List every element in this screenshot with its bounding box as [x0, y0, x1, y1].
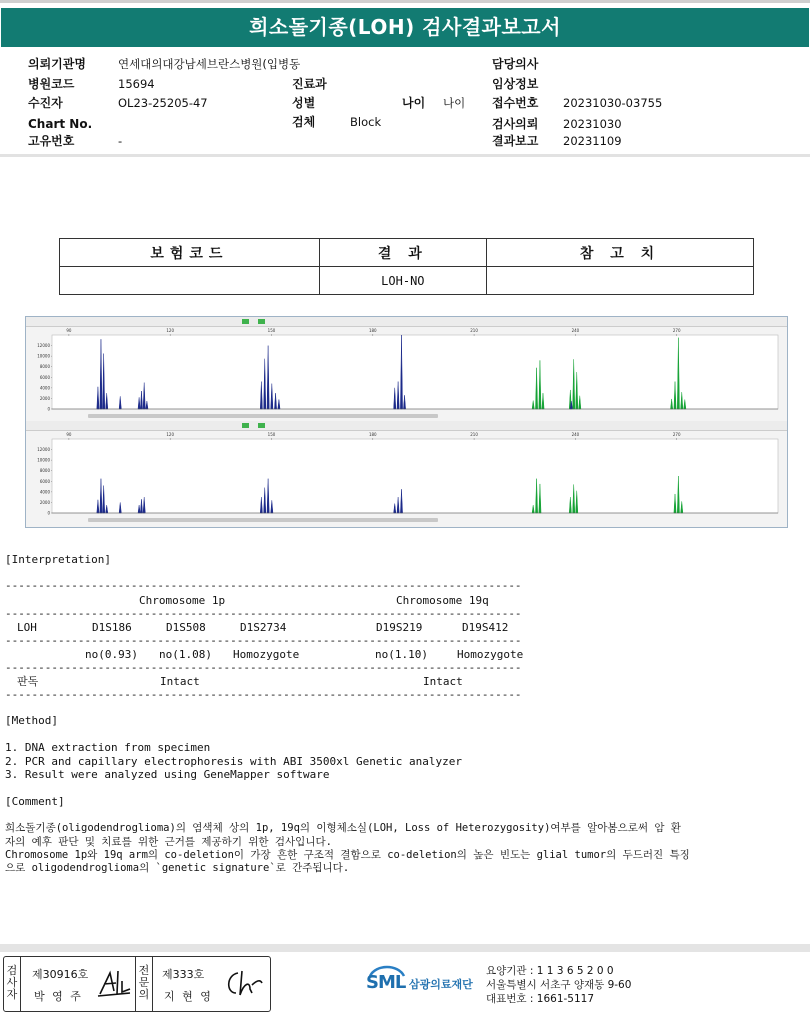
marker-d19s412: D19S412	[462, 621, 509, 634]
report-title: 희소돌기종(LOH) 검사결과보고서	[1, 8, 809, 47]
y-tick-label: 8000	[39, 364, 50, 370]
electropherogram	[25, 316, 788, 528]
comment-line: 으로 oligodendroglioma의 `genetic signature`로 간주됩니다.	[5, 862, 350, 874]
chart-no-label: Chart No.	[28, 117, 93, 131]
marker-d1s2734: D1S2734	[240, 621, 287, 634]
loh-label: LOH	[17, 621, 37, 634]
result-table	[59, 238, 754, 295]
age-value: 나이	[443, 96, 466, 110]
collector-label: 수진자	[28, 96, 63, 110]
comment-line: Chromosome 1p와 19q arm의 co-deletion이 가장 흔한 구조적 결함으로 co-deletion의 높은 빈도는 glial tumor의 두드러진 특징	[5, 849, 690, 861]
x-tick-label: 240	[571, 432, 580, 437]
x-tick-label: 120	[166, 432, 175, 437]
collector-value: OL23-25205-47	[118, 96, 208, 110]
footer-rule	[0, 944, 810, 952]
result-header: 결 과	[319, 239, 486, 267]
reviewer-char: 의	[138, 988, 150, 1001]
panel-scrollbar	[88, 518, 438, 522]
y-tick-label: 12000	[37, 447, 50, 453]
y-tick-label: 6000	[39, 374, 50, 380]
age-label: 나이	[402, 96, 426, 110]
x-tick-label: 210	[470, 432, 478, 437]
unique-no-value: -	[118, 134, 123, 148]
x-tick-label: 90	[66, 328, 72, 333]
sex-label: 성별	[292, 96, 316, 110]
request-date-label: 검사의뢰	[492, 117, 539, 131]
insurance-code-header: 보험코드	[60, 239, 320, 267]
marker-d1s186: D1S186	[92, 621, 132, 634]
dash-line: ------------------------------------------------------------------------------	[5, 661, 522, 674]
header-separator	[0, 154, 810, 157]
comment-line: 희소돌기종(oligodendroglioma)의 염색체 상의 1p, 19q의 이형체소실(LOH, Loss of Heterozygosity)여부를 알아봄으로써 암 환	[5, 822, 681, 834]
reviewer-signature-icon	[222, 967, 266, 1001]
interpretation-title: [Interpretation]	[5, 553, 111, 566]
y-tick-label: 10000	[37, 353, 50, 359]
clinical-label: 임상정보	[492, 77, 539, 91]
y-tick-label: 6000	[39, 478, 50, 484]
x-tick-label: 120	[166, 328, 175, 333]
doctor-label: 담당의사	[492, 57, 539, 71]
y-tick-label: 10000	[37, 457, 50, 463]
examiner-char: 자	[6, 988, 18, 1001]
dash-line: ------------------------------------------------------------------------------	[5, 607, 522, 620]
examiner-vertical-label	[4, 957, 21, 1011]
specimen-value: Block	[350, 115, 382, 129]
electropherogram-plot	[26, 317, 787, 527]
signature-box	[3, 956, 271, 1012]
hospital-code-value: 15694	[118, 77, 155, 91]
judgement-label: 판독	[17, 675, 39, 688]
method-item: 3. Result were analyzed using GeneMapper software	[5, 768, 330, 781]
reviewer-name: 지 현 영	[164, 990, 213, 1003]
phone: 대표번호 : 1661-5117	[486, 993, 595, 1005]
x-tick-label: 90	[66, 432, 72, 437]
specimen-label: 검체	[292, 115, 316, 129]
value-d19s412: Homozygote	[457, 648, 524, 661]
chr19q-heading: Chromosome 19q	[396, 594, 489, 607]
reviewer-license: 제333호	[162, 968, 205, 981]
x-tick-label: 270	[672, 432, 681, 437]
report-date-label: 결과보고	[492, 134, 539, 148]
judgement-19q: Intact	[423, 675, 463, 688]
reviewer-char: 전	[138, 964, 150, 977]
method-title: [Method]	[5, 714, 58, 727]
y-tick-label: 2000	[39, 395, 50, 401]
x-tick-label: 240	[571, 328, 580, 333]
hospital-code-label: 병원코드	[28, 77, 75, 91]
x-tick-label: 150	[267, 432, 276, 437]
y-tick-label: 4000	[39, 385, 50, 391]
y-tick-label: 12000	[37, 343, 50, 349]
value-d1s2734: Homozygote	[233, 648, 300, 661]
insurance-code-cell	[60, 267, 320, 295]
x-tick-label: 180	[368, 328, 377, 333]
sml-logo-text: SML	[366, 972, 406, 993]
x-tick-label: 270	[672, 328, 681, 333]
y-tick-label: 8000	[39, 468, 50, 474]
dash-line: ------------------------------------------------------------------------------	[5, 634, 522, 647]
x-tick-label: 150	[267, 328, 276, 333]
method-item: 1. DNA extraction from specimen	[5, 741, 211, 754]
sml-logo-icon	[366, 962, 408, 998]
facility-code: 요양기관 : 1 1 3 6 5 2 0 0	[486, 965, 614, 977]
examiner-char: 사	[6, 976, 18, 989]
address: 서울특별시 서초구 양재동 9-60	[486, 979, 632, 991]
result-table-header	[60, 239, 754, 267]
x-tick-label: 180	[368, 432, 377, 437]
department-label: 진료과	[292, 77, 327, 91]
dash-line: ------------------------------------------------------------------------------	[5, 579, 522, 592]
report-date-value: 20231109	[563, 134, 622, 148]
panel-scrollbar	[88, 414, 438, 418]
reviewer-char: 문	[138, 976, 150, 989]
comment-line: 자의 예후 판단 및 치료를 위한 근거를 제공하기 위한 검사입니다.	[5, 836, 332, 848]
unique-no-label: 고유번호	[28, 134, 75, 148]
value-d19s219: no(1.10)	[375, 648, 428, 661]
marker-d19s219: D19S219	[376, 621, 423, 634]
institution-value: 연세대의대강남세브란스병원(입병동	[118, 57, 301, 71]
request-date-value: 20231030	[563, 117, 622, 131]
accession-value: 20231030-03755	[563, 96, 663, 110]
comment-title: [Comment]	[5, 795, 65, 808]
chr1p-heading: Chromosome 1p	[139, 594, 226, 607]
examiner-license: 제30916호	[32, 968, 89, 981]
y-tick-label: 0	[47, 406, 50, 412]
reviewer-vertical-label	[135, 957, 153, 1011]
result-cell: LOH-NO	[319, 267, 486, 295]
plot-area	[52, 335, 778, 409]
plot-area	[52, 439, 778, 513]
y-tick-label: 0	[47, 510, 50, 516]
x-tick-label: 210	[470, 328, 478, 333]
judgement-1p: Intact	[160, 675, 200, 688]
dash-line: ------------------------------------------------------------------------------	[5, 688, 522, 701]
examiner-name: 박 영 주	[34, 990, 83, 1003]
method-item: 2. PCR and capillary electrophoresis with ABI 3500xl Genetic analyzer	[5, 755, 462, 768]
y-tick-label: 4000	[39, 489, 50, 495]
examiner-char: 검	[6, 964, 18, 977]
marker-d1s508: D1S508	[166, 621, 206, 634]
y-tick-label: 2000	[39, 499, 50, 505]
value-d1s186: no(0.93)	[85, 648, 138, 661]
result-table-row	[60, 267, 754, 295]
top-rule	[0, 0, 810, 3]
org-name: 삼광의료재단	[409, 978, 473, 991]
institution-label: 의뢰기관명	[28, 57, 86, 71]
reference-header: 참 고 치	[486, 239, 753, 267]
reference-cell	[486, 267, 753, 295]
value-d1s508: no(1.08)	[159, 648, 212, 661]
accession-label: 접수번호	[492, 96, 539, 110]
examiner-signature-icon	[96, 967, 134, 999]
